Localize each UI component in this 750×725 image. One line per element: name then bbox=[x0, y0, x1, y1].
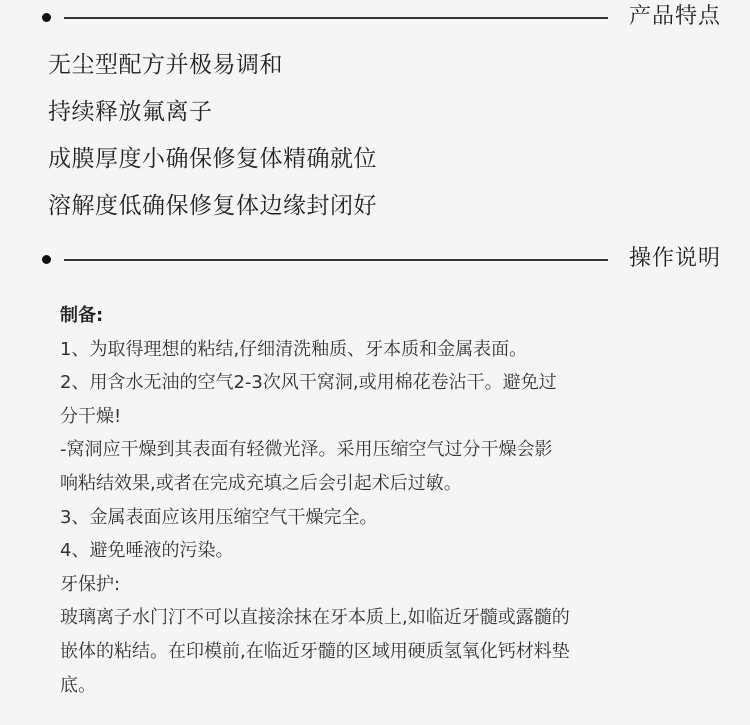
section-header-operation bbox=[0, 242, 750, 278]
feature-item: 成膜厚度小确保修复体精确就位 bbox=[48, 146, 377, 172]
bullet-dot-icon bbox=[42, 255, 51, 264]
instruction-line: 2、用含水无油的空气2-3次风干窝洞,或用棉花卷沾干。避免过 bbox=[60, 372, 557, 394]
section-header-features bbox=[0, 0, 750, 36]
instruction-line: 分干燥! bbox=[60, 405, 122, 427]
instruction-line: 玻璃离子水门汀不可以直接涂抹在牙本质上,如临近牙髓或露髓的 bbox=[60, 607, 570, 629]
instruction-line: 4、避免唾液的污染。 bbox=[60, 540, 234, 562]
feature-list bbox=[48, 50, 377, 238]
feature-item: 溶解度低确保修复体边缘封闭好 bbox=[48, 193, 377, 219]
section-title-features: 产品特点 bbox=[628, 4, 721, 29]
instruction-line: 嵌体的粘结。在印模前,在临近牙髓的区域用硬质氢氧化钙材料垫 bbox=[60, 640, 570, 662]
instruction-line: 3、金属表面应该用压缩空气干燥完全。 bbox=[60, 506, 378, 528]
subheading-tooth-protection: 牙保护: bbox=[60, 573, 121, 595]
subheading-preparation: 制备: bbox=[60, 305, 104, 326]
bullet-dot-icon bbox=[42, 13, 51, 22]
feature-item: 无尘型配方并极易调和 bbox=[48, 52, 283, 78]
instruction-line: 响粘结效果,或者在完成充填之后会引起术后过敏。 bbox=[60, 472, 462, 494]
instruction-line: 底。 bbox=[60, 674, 96, 696]
feature-item: 持续释放氟离子 bbox=[48, 99, 213, 125]
divider-line bbox=[64, 17, 608, 19]
section-title-operation: 操作说明 bbox=[628, 246, 721, 271]
divider-line bbox=[64, 259, 608, 261]
operation-instructions bbox=[60, 299, 700, 702]
instruction-line: 1、为取得理想的粘结,仔细清洗釉质、牙本质和金属表面。 bbox=[60, 338, 528, 360]
instruction-line: -窝洞应干燥到其表面有轻微光泽。采用压缩空气过分干燥会影 bbox=[60, 439, 553, 461]
